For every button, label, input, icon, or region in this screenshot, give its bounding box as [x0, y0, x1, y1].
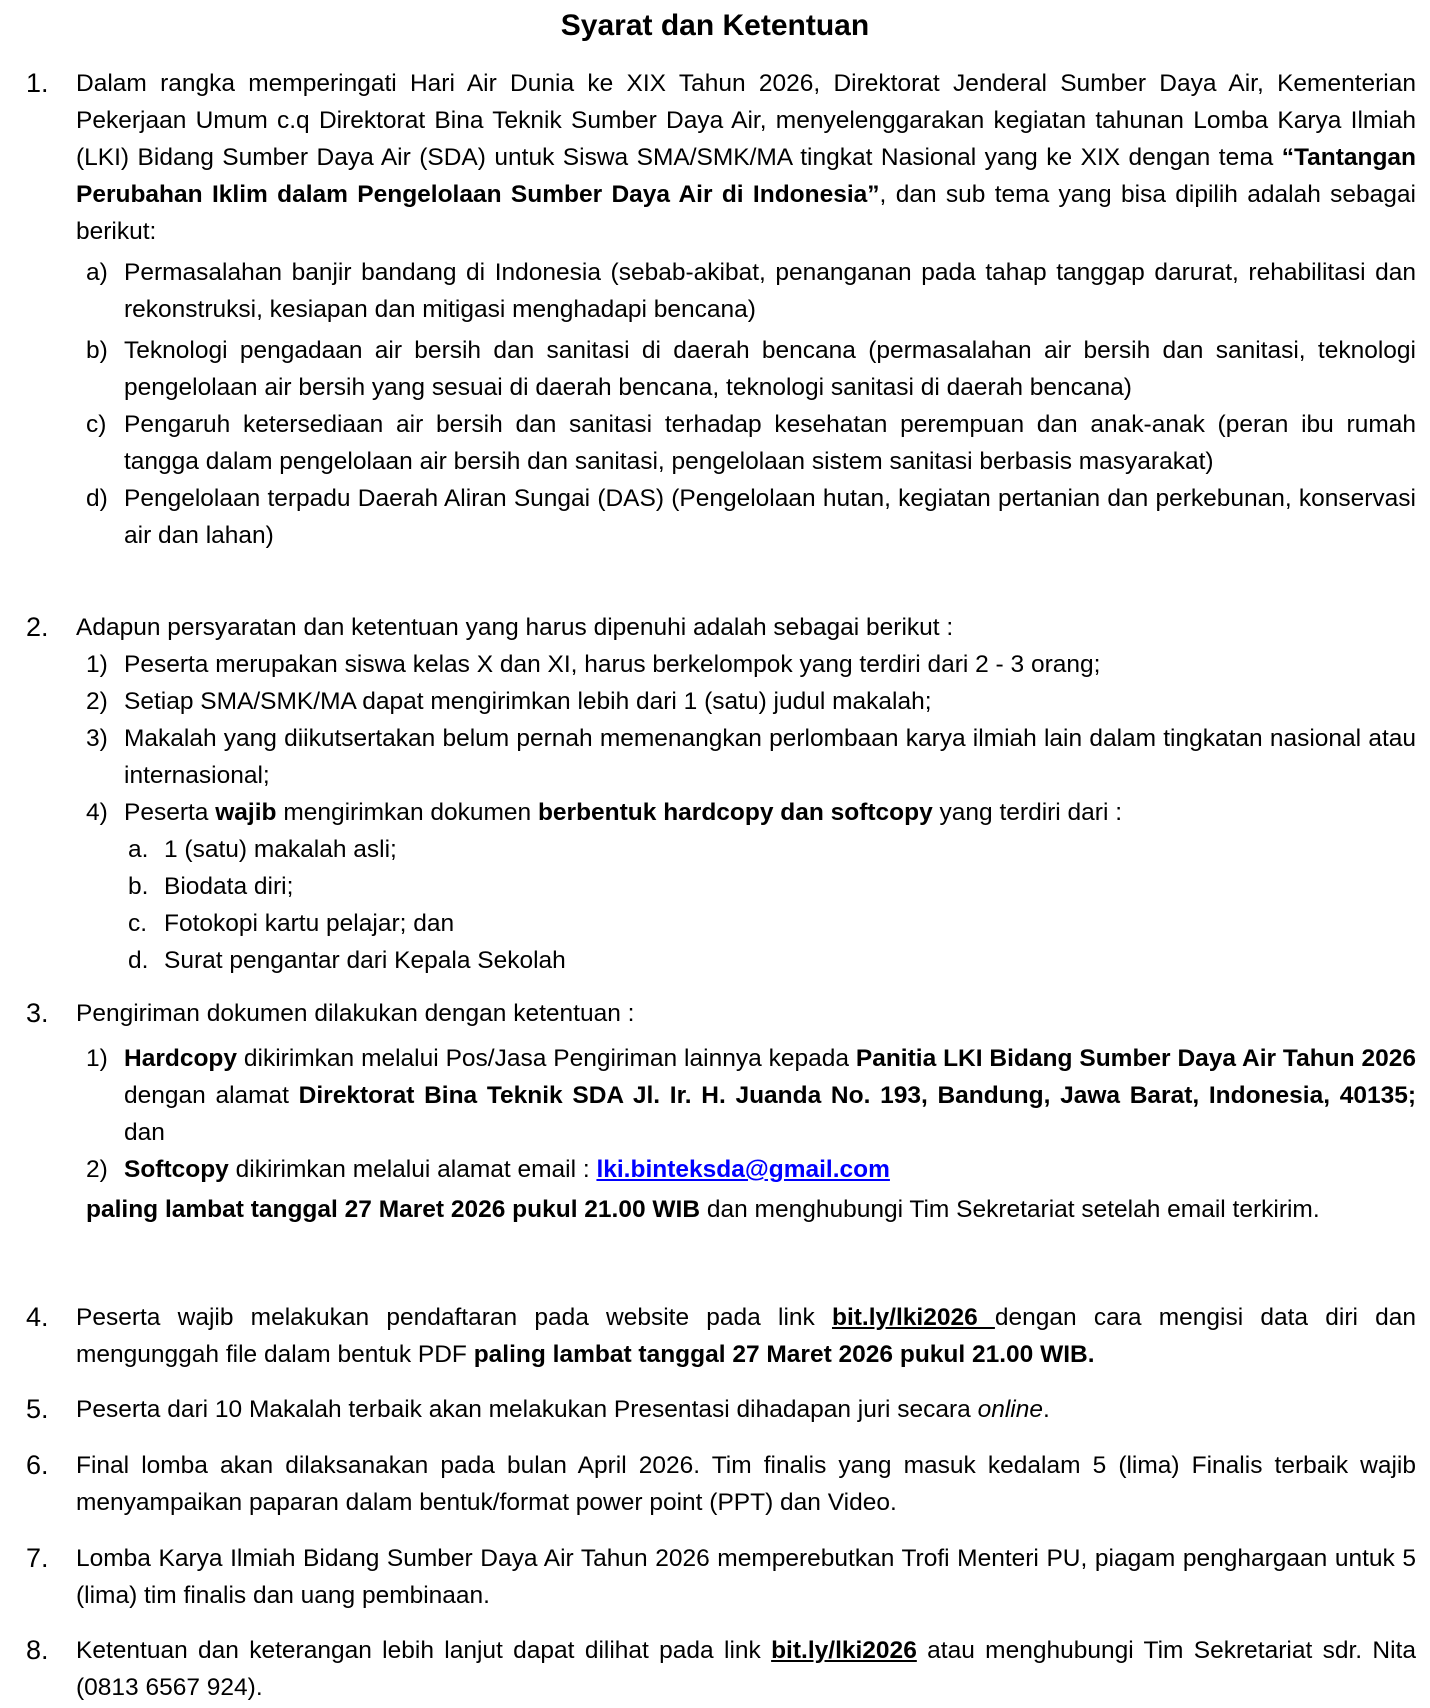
item-7-text: Lomba Karya Ilmiah Bidang Sumber Daya Air Tahun 2026 memperebutkan Trofi Menteri PU, piagam penghargaan untuk 5 (lima) tim finalis dan uang pembinaan.: [76, 1545, 1416, 1609]
item-text: dengan cara mengisi data diri dan mengunggah file dalam bentuk PDF: [76, 1304, 1417, 1368]
theme-text: “Tantangan Perubahan Iklim dalam Pengelolaan Sumber Daya Air di Indonesia”: [76, 144, 1416, 208]
doc-text: Surat pengantar dari Kepala Sekolah: [164, 947, 566, 974]
bold-text: Hardcopy: [124, 1045, 238, 1072]
sub-text: Peserta merupakan siswa kelas X dan XI, harus berkelompok yang terdiri dari 2 - 3 orang;: [124, 651, 1101, 678]
italic-text: online: [977, 1396, 1043, 1423]
sub-label: 2): [86, 688, 108, 715]
document-d: [76, 942, 1416, 979]
sub-label: 1): [86, 1045, 108, 1072]
item-1-text: [76, 65, 1416, 250]
subtheme-a: [76, 254, 1416, 328]
deadline-rest: dan menghubungi Tim Sekretariat setelah email terkirim.: [700, 1196, 1320, 1223]
item-text: .: [1042, 1396, 1050, 1423]
item-text: atau menghubungi Tim Sekretariat sdr. Nita (0813 6567 924).: [76, 1637, 1416, 1701]
document-b: [76, 868, 1416, 905]
deadline-text: [76, 1191, 1416, 1228]
sub-text: Pengaruh ketersediaan air bersih dan sanitasi terhadap kesehatan perempuan dan anak-anak (peran ibu rumah tangga dalam pengelolaan air bersih dan sanitasi, pengelolaan sistem sanitasi berbasis masyarakat): [124, 411, 1416, 475]
sub-label: 3): [86, 725, 108, 752]
item-text: Peserta wajib melakukan pendaftaran pada website pada link: [76, 1304, 832, 1331]
email-link[interactable]: lki.binteksda@gmail.com: [596, 1156, 890, 1183]
item-2-text: Adapun persyaratan dan ketentuan yang harus dipenuhi adalah sebagai berikut :: [76, 614, 954, 641]
page-title: Syarat dan Ketentuan: [560, 9, 870, 42]
item-number: 8.: [26, 1635, 49, 1665]
sub-text: dikirimkan melalui Pos/Jasa Pengiriman lainnya kepada: [237, 1045, 856, 1072]
item-number: 6.: [26, 1450, 49, 1480]
sub-text: Permasalahan banjir bandang di Indonesia (sebab-akibat, penanganan pada tahap tanggap darurat, rehabilitasi dan rekonstruksi, kesiapan dan mitigasi menghadapi bencana): [124, 259, 1416, 323]
requirement-4: [76, 794, 1416, 831]
item-number: 7.: [26, 1543, 49, 1573]
doc-label: b.: [128, 873, 149, 900]
sub-text: dan: [124, 1119, 165, 1146]
item-text: Peserta dari 10 Makalah terbaik akan melakukan Presentasi dihadapan juri secara: [76, 1396, 978, 1423]
bold-text: berbentuk hardcopy dan softcopy: [537, 799, 933, 826]
bold-text: Softcopy: [124, 1156, 229, 1183]
requirement-2: [76, 683, 1416, 720]
doc-text: 1 (satu) makalah asli;: [164, 836, 397, 863]
document-c: [76, 905, 1416, 942]
requirement-3: [76, 720, 1416, 794]
sub-text: dengan alamat: [124, 1082, 299, 1109]
item-number: 5.: [26, 1394, 49, 1424]
deadline-bold: paling lambat tanggal 27 Maret 2026 pukul 21.00 WIB.: [473, 1341, 1095, 1368]
item-number: 4.: [26, 1302, 49, 1332]
item-4-text: [76, 1299, 1416, 1373]
item-text: Ketentuan dan keterangan lebih lanjut dapat dilihat pada link: [76, 1637, 772, 1664]
mailing-address: Direktorat Bina Teknik SDA Jl. Ir. H. Juanda No. 193, Bandung, Jawa Barat, Indonesia, 40135;: [298, 1082, 1416, 1109]
requirement-1: [76, 646, 1416, 683]
subtheme-b: [76, 332, 1416, 406]
subtheme-c: [76, 406, 1416, 480]
sub-label: d): [86, 485, 108, 512]
subtheme-d: [76, 480, 1416, 554]
item-5-text: [76, 1391, 1416, 1428]
sub-text: mengirimkan dokumen: [276, 799, 538, 826]
sub-text: dikirimkan melalui alamat email :: [228, 1156, 597, 1183]
sub-text: Peserta: [124, 799, 216, 826]
item-number: 2.: [26, 612, 49, 642]
sub-label: 2): [86, 1156, 108, 1183]
document-a: [76, 831, 1416, 868]
doc-text: Fotokopi kartu pelajar; dan: [164, 910, 455, 937]
doc-label: d.: [128, 947, 149, 974]
sub-label: c): [86, 411, 107, 438]
item-6-text: Final lomba akan dilaksanakan pada bulan April 2026. Tim finalis yang masuk kedalam 5 (lima) Finalis terbaik wajib menyampaikan paparan dalam bentuk/format power point (PPT) dan Video.: [76, 1452, 1416, 1516]
sub-label: a): [86, 259, 108, 286]
registration-link[interactable]: bit.ly/lki2026: [831, 1304, 995, 1331]
subtheme-intro: , dan sub tema yang bisa dipilih adalah sebagai berikut:: [76, 181, 1416, 245]
sub-label: 4): [86, 799, 108, 826]
hardcopy-instructions: [76, 1040, 1416, 1151]
sub-label: 1): [86, 651, 108, 678]
intro-text: Dalam rangka memperingati Hari Air Dunia ke XIX Tahun 2026, Direktorat Jenderal Sumber Daya Air, Kementerian Pekerjaan Umum c.q Direktorat Bina Teknik Sumber Daya Air, menyelenggarakan kegiatan tahunan Lomba Karya Ilmiah (LKI) Bidang Sumber Daya Air (SDA) untuk Siswa SMA/SMK/MA tingkat Nasional yang ke XIX dengan tema: [76, 70, 1416, 171]
doc-label: c.: [128, 910, 148, 937]
item-8-text: [76, 1632, 1416, 1706]
sub-text: Teknologi pengadaan air bersih dan sanitasi di daerah bencana (permasalahan air bersih dan sanitasi, teknologi pengelolaan air bersih yang sesuai di daerah bencana, teknologi sanitasi di daerah bencana): [124, 337, 1416, 401]
doc-label: a.: [128, 836, 149, 863]
item-3-text: Pengiriman dokumen dilakukan dengan ketentuan :: [76, 1000, 635, 1027]
sub-text: Pengelolaan terpadu Daerah Aliran Sungai (DAS) (Pengelolaan hutan, kegiatan pertanian dan perkebunan, konservasi air dan lahan): [124, 485, 1416, 549]
deadline-bold: paling lambat tanggal 27 Maret 2026 pukul 21.00 WIB: [86, 1196, 701, 1223]
softcopy-instructions: [76, 1151, 1416, 1188]
item-number: 1.: [26, 68, 49, 98]
sub-text: yang terdiri dari :: [932, 799, 1123, 826]
info-link[interactable]: bit.ly/lki2026: [771, 1637, 917, 1664]
doc-text: Biodata diri;: [164, 873, 294, 900]
sub-text: Makalah yang diikutsertakan belum pernah memenangkan perlombaan karya ilmiah lain dalam tingkatan nasional atau internasional;: [124, 725, 1416, 789]
item-number: 3.: [26, 998, 49, 1028]
bold-text: wajib: [215, 799, 277, 826]
sub-label: b): [86, 337, 108, 364]
committee-name: Panitia LKI Bidang Sumber Daya Air Tahun 2026: [855, 1045, 1416, 1072]
sub-text: Setiap SMA/SMK/MA dapat mengirimkan lebih dari 1 (satu) judul makalah;: [124, 688, 932, 715]
